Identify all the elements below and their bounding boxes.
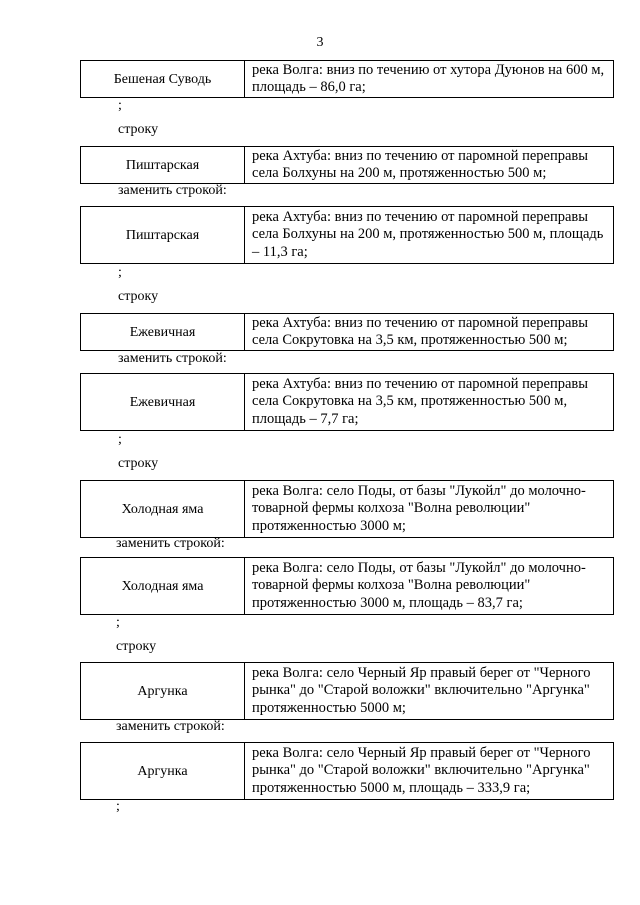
table-row	[80, 146, 614, 184]
semicolon-line: ;	[116, 615, 120, 630]
row-description-text: река Волга: село Черный Яр правый берег от "Черного рынка" до "Старой воложки" включительно "Аргунка" протяженностью 5000 м, площадь – 333,9 га;	[252, 744, 591, 796]
row-name-cell: Бешеная Суводь	[81, 61, 245, 97]
table-row	[80, 313, 614, 351]
zamenit-line: заменить строкой:	[116, 536, 225, 551]
semicolon-line: ;	[118, 432, 122, 447]
row-name-cell: Холодная яма	[81, 481, 245, 537]
row-description-text: река Волга: село Черный Яр правый берег от "Черного рынка" до "Старой воложки" включительно "Аргунка" протяженностью 5000 м;	[252, 664, 591, 716]
row-description-text: река Ахтуба: вниз по течению от паромной переправы села Сокрутовка на 3,5 км, протяженностью 500 м, площадь – 7,7 га;	[252, 375, 588, 427]
row-name-cell: Пиштарская	[81, 147, 245, 183]
row-description-cell	[245, 481, 613, 537]
page-number: 3	[316, 35, 324, 50]
row-name-cell: Ежевичная	[81, 374, 245, 430]
row-name-cell: Ежевичная	[81, 314, 245, 350]
table-row	[80, 662, 614, 720]
table-row	[80, 557, 614, 615]
row-description-cell	[245, 314, 613, 350]
row-description-cell	[245, 147, 613, 183]
row-description-cell	[245, 207, 613, 263]
stroku-line: строку	[116, 639, 157, 654]
row-description-cell	[245, 663, 613, 719]
row-name-cell: Холодная яма	[81, 558, 245, 614]
semicolon-line: ;	[116, 799, 120, 814]
stroku-line: строку	[118, 122, 159, 137]
row-description-cell	[245, 374, 613, 430]
table-row	[80, 742, 614, 800]
stroku-line: строку	[118, 456, 159, 471]
row-description-cell	[245, 61, 613, 97]
row-name-cell: Аргунка	[81, 663, 245, 719]
row-name-cell: Аргунка	[81, 743, 245, 799]
row-description-text: река Волга: вниз по течению от хутора Дуюнов на 600 м, площадь – 86,0 га;	[252, 61, 605, 95]
table-row	[80, 206, 614, 264]
semicolon-line: ;	[118, 265, 122, 280]
zamenit-line: заменить строкой:	[116, 719, 225, 734]
row-description-text: река Волга: село Поды, от базы "Лукойл" до молочно-товарной фермы колхоза "Волна революции" протяженностью 3000 м;	[252, 482, 586, 534]
table-row	[80, 373, 614, 431]
zamenit-line: заменить строкой:	[118, 183, 227, 198]
zamenit-line: заменить строкой:	[118, 351, 227, 366]
row-description-cell	[245, 558, 613, 614]
stroku-line: строку	[118, 289, 159, 304]
table-row	[80, 480, 614, 538]
semicolon-line: ;	[118, 98, 122, 113]
row-description-text: река Ахтуба: вниз по течению от паромной переправы села Болхуны на 200 м, протяженностью 500 м;	[252, 147, 588, 181]
row-name-cell: Пиштарская	[81, 207, 245, 263]
table-row	[80, 60, 614, 98]
row-description-cell	[245, 743, 613, 799]
row-description-text: река Ахтуба: вниз по течению от паромной переправы села Сокрутовка на 3,5 км, протяженностью 500 м;	[252, 314, 588, 348]
row-description-text: река Волга: село Поды, от базы "Лукойл" до молочно-товарной фермы колхоза "Волна революции" протяженностью 3000 м, площадь – 83,7 га;	[252, 559, 586, 611]
row-description-text: река Ахтуба: вниз по течению от паромной переправы села Болхуны на 200 м, протяженностью 500 м, площадь – 11,3 га;	[252, 208, 604, 260]
